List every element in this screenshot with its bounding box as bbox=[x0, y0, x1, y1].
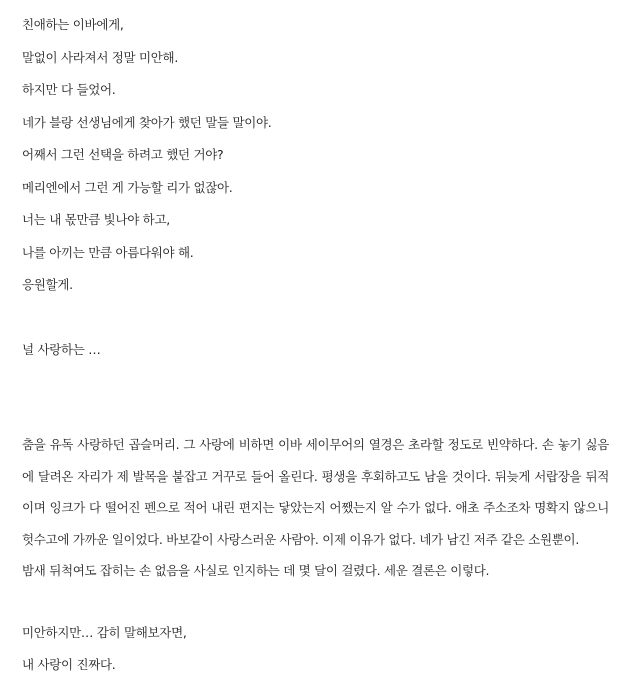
letter-line: 네가 블랑 선생님에게 찾아가 했던 말들 말이야. bbox=[22, 114, 272, 130]
narrative-paragraph: 밤새 뒤척여도 잡히는 손 없음을 사실로 인지하는 데 몇 달이 걸렸다. 세운 결론은 이렇다. bbox=[22, 563, 490, 578]
closing-line: 내 사랑이 진짜다. bbox=[22, 656, 116, 672]
letter-line: 하지만 다 들었어. bbox=[22, 82, 116, 97]
letter-signoff: 널 사랑하는 … bbox=[22, 341, 101, 357]
narrative-section bbox=[22, 429, 613, 587]
letter-line: 너는 내 몫만큼 빛나야 하고, bbox=[22, 212, 170, 227]
closing-line: 미안하지만… 감히 말해보자면, bbox=[22, 624, 187, 640]
letter-line: 어째서 그런 선택을 하려고 했던 거야? bbox=[22, 147, 224, 162]
letter-line: 메리엔에서 그런 게 가능할 리가 없잖아. bbox=[22, 179, 233, 195]
letter-section bbox=[22, 0, 613, 366]
letter-greeting: 친애하는 이바에게, bbox=[22, 17, 124, 32]
letter-line: 나를 아끼는 만큼 아름다워야 해. bbox=[22, 244, 194, 260]
closing-section bbox=[22, 617, 613, 681]
letter-line: 말없이 사라져서 정말 미안해. bbox=[22, 49, 178, 65]
letter-line: 응원할게. bbox=[22, 277, 73, 292]
narrative-paragraph: 춤을 유독 사랑하던 곱슬머리. 그 사랑에 비하면 이바 세이무어의 열경은 초라할 정도로 빈약하다. 손 놓기 싫음에 달려온 자리가 제 발목을 붙잡고 거꾸로 들어 올린다. 평생을 후회하고도 남을 것이다. 뒤늦게 서랍장을 뒤적이며 잉크가 다 떨어진 펜으로 적어 내린 편지는 닿았는지 어쨌는지 알 수가 없다. 애초 주소조차 명확지 않으니 헛수고에 가까운 일이었다. 바보같이 사랑스러운 사람아. 이제 이유가 없다. 네가 남긴 저주 같은 소원뿐이. bbox=[22, 437, 609, 547]
